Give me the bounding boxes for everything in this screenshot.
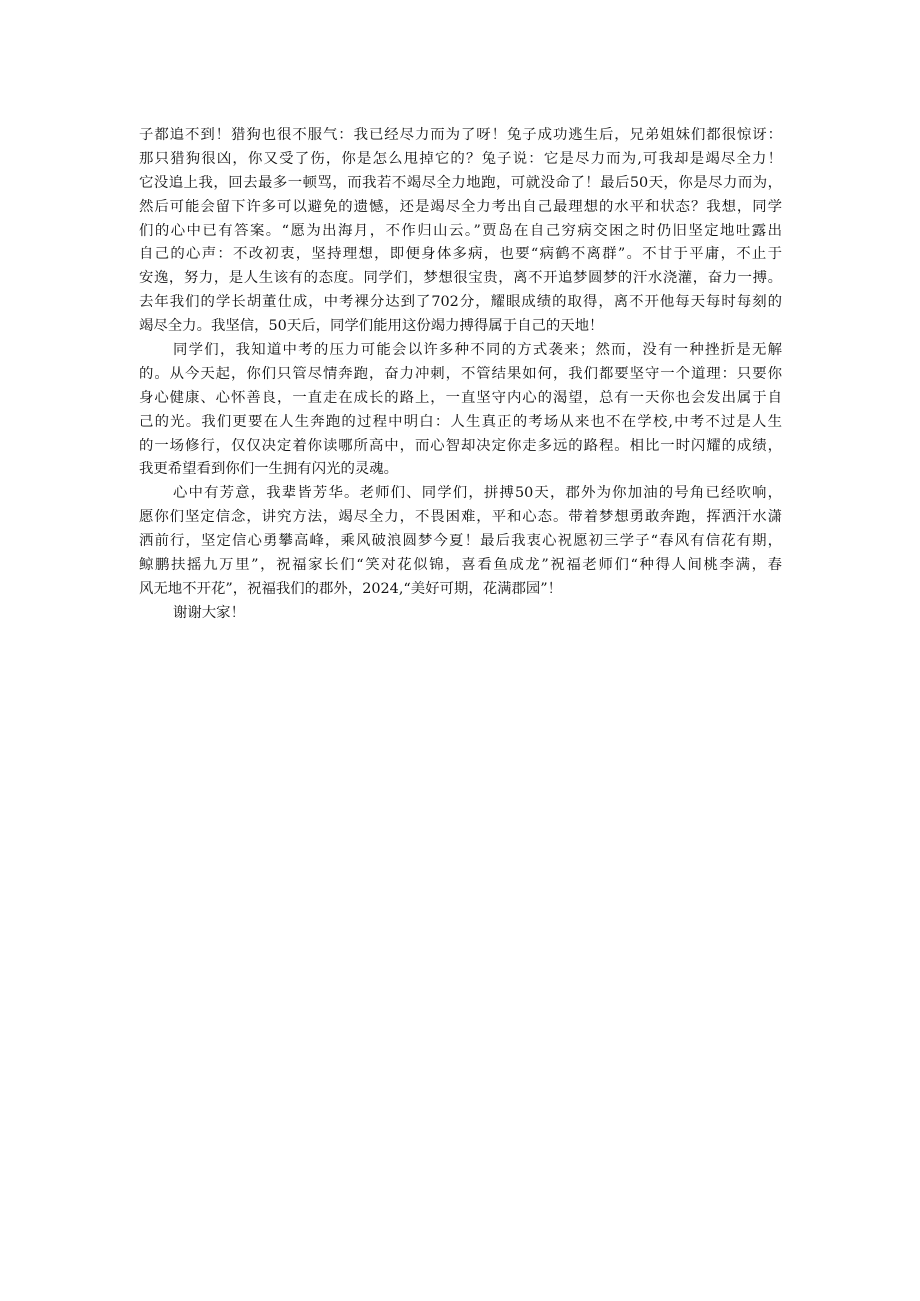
text-line: 那只猎狗很凶，你又受了伤，你是怎么甩掉它的？兔子说：它是尽力而为,可我却是竭尽全力！ [139, 150, 782, 167]
text-line: 子都追不到！猎狗也很不服气：我已经尽力而为了呀！兔子成功逃生后，兄弟姐妹们都很惊讶： [139, 127, 782, 143]
paragraph-1 [139, 124, 782, 339]
text-line: 竭尽全力。我坚信，50天后，同学们能用这份竭力搏得属于自己的天地！ [139, 318, 604, 335]
text-line: 的一场修行，仅仅决定着你读哪所高中，而心智却决定你走多远的路程。相比一时闪耀的成绩， [139, 437, 782, 454]
text-line: 们的心中已有答案。“愿为出海月，不作归山云。”贾岛在自己穷病交困之时仍旧坚定地吐露出 [139, 222, 782, 239]
text-line: 愿你们坚定信念，讲究方法，竭尽全力，不畏困难，平和心态。带着梦想勇敢奔跑，挥洒汗水潇 [139, 509, 782, 526]
text-line: 洒前行，坚定信心勇攀高峰，乘风破浪圆梦今夏！最后我衷心祝愿初三学子“春风有信花有期， [139, 533, 782, 550]
text-line: 它没追上我，回去最多一顿骂，而我若不竭尽全力地跑，可就没命了！最后50天，你是尽力而为， [139, 174, 782, 191]
text-line: 去年我们的学长胡董仕成，中考裸分达到了702分，耀眼成绩的取得，离不开他每天每时每刻的 [139, 294, 782, 311]
paragraph-4 [139, 602, 782, 626]
document-body [139, 124, 782, 626]
text-line: 自己的心声：不改初衷，坚持理想，即便身体多病，也要“病鹤不离群”。不甘于平庸，不止于 [139, 246, 782, 263]
text-line: 心中有芳意，我辈皆芳华。老师们、同学们，拼搏50天，郡外为你加油的号角已经吹响， [173, 485, 782, 502]
closing-line: 谢谢大家！ [173, 604, 245, 621]
text-line: 风无地不开花”，祝福我们的郡外，2024,“美好可期，花满郡园”！ [139, 580, 563, 597]
text-line: 然后可能会留下许多可以避免的遗憾，还是竭尽全力考出自己最理想的水平和状态？我想，同学 [139, 198, 782, 215]
paragraph-2 [139, 339, 782, 482]
text-line: 身心健康、心怀善良，一直走在成长的路上，一直坚守内心的渴望，总有一天你也会发出属于自 [139, 389, 782, 406]
text-line: 己的光。我们更要在人生奔跑的过程中明白：人生真正的考场从来也不在学校,中考不过是人生 [139, 413, 782, 430]
text-line: 同学们，我知道中考的压力可能会以许多种不同的方式袭来；然而，没有一种挫折是无解 [173, 342, 782, 359]
paragraph-3 [139, 482, 782, 601]
text-line: 安逸，努力，是人生该有的态度。同学们，梦想很宝贵，离不开追梦圆梦的汗水浇灌，奋力一搏。 [139, 270, 782, 287]
text-line: 鲸鹏扶摇九万里”，祝福家长们“笑对花似锦，喜看鱼成龙”祝福老师们“种得人间桃李满，春 [139, 557, 782, 574]
text-line: 我更希望看到你们一生拥有闪光的灵魂。 [139, 461, 399, 478]
text-line: 的。从今天起，你们只管尽情奔跑，奋力冲刺，不管结果如何，我们都要坚守一个道理：只要你 [139, 365, 782, 382]
